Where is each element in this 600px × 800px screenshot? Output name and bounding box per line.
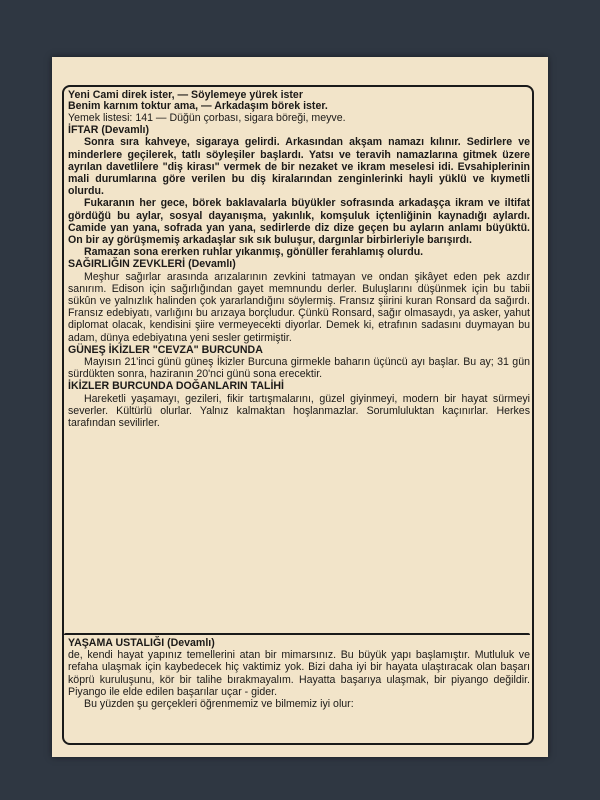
gunes-heading: GÜNEŞ İKİZLER "CEVZA" BURCUNDA <box>68 343 263 356</box>
iftar-heading: İFTAR (Devamlı) <box>68 124 150 137</box>
yasama-paragraph-1: de, kendi hayat yapınız temellerini atan bir mimarsınız. Bu büyük yapı başlamıştır. Mutluluk ve refaha ulaşmak için kaybedecek hiç vaktimiz yok. Bizi daha iyi bir hayata ulaştıracak olan başarı köprü kuruluşunu, kör bir talihe bırakmayalım. Hayatta başarıya ulaşmak, bir piyango değildir. Piyango ile elde edilen başarılar uçar - gider. <box>68 649 530 698</box>
lower-content <box>68 637 530 710</box>
lower-frame-top-border <box>64 633 530 635</box>
menu-list: Yemek listesi: 141 — Düğün çorbası, sigara böreği, meyve. <box>68 112 346 124</box>
sagirlik-paragraph-1: Meşhur sağırlar arasında arızalarının zevkini tatmayan ve ondan şikâyet eden pek azdır sanırım. Edison için sağırlığından gayet memnundu derler. Buluşlarını düşünmek için bu tabii sükûn ve yalnızlık halinden çok yararlandığını söylermiş. Fransız şiirini kuran Ronsard da sağırdı. Fransız edebiyatı, varlığını bu arızaya borçludur. Çünkü Ronsard, sağır olmasaydı, ya asker, yahut diplomat olacak, kendisini şiire vermeyecekti diyorlar. Demek ki, etrafının sadasını duymayan bu adam, dünya edebiyatına yeni sesler getirmiştir. <box>68 270 530 344</box>
calendar-page <box>52 57 548 757</box>
gunes-paragraph-1: Mayısın 21'inci günü güneş İkizler Burcuna girmekle baharın üçüncü ayı başlar. Bu ay; 31 gün sürdükten sonra, haziranın 20'nci günü sona erecektir. <box>68 356 530 381</box>
iftar-paragraph-2: Fukaranın her gece, börek baklavalarla büyükler sofrasında arkadaşça ikram ve iltifat gördüğü bu aylar, sosyal dayanışma, yakınlık, komşuluk içtenliğinin kaynadığı aylardı. Camide yan yana, sofrada yan yana, sedirlerde diz dize geçen bu ayların anlamı büyüktü. On bir ay görüşmemiş arkadaşlar sık sık buluşur, dargınlar birbirleriyle barışırdı. <box>68 197 530 247</box>
poem-line-2: Benim karnım toktur ama, — Arkadaşım börek ister. <box>68 99 328 112</box>
upper-content <box>68 89 530 429</box>
iftar-paragraph-1: Sonra sıra kahveye, sigaraya gelirdi. Arkasından akşam namazı kılınır. Sedirlere ve minderlere geçilerek, tatlı söyleşiler başlardı. Yatsı ve teravih namazlarına gitmek üzere ayrılan davetlilere "diş kirası" vermek de bir nezaket ve ikram meselesi idi. Evsahiplerinin mali durumlarına göre verilen bu diş kiralarından zenginlerinki hayli yüklü ve kıymetli olurdu. <box>68 136 530 198</box>
iftar-paragraph-3: Ramazan sona ererken ruhlar yıkanmış, gönüller ferahlamış olurdu. <box>84 246 424 259</box>
ikizler-heading: İKİZLER BURCUNDA DOĞANLARIN TALİHİ <box>68 380 284 393</box>
yasama-paragraph-2: Bu yüzden şu gerçekleri öğrenmemiz ve bilmemiz iyi olur: <box>84 698 354 711</box>
poem-line-1: Yeni Cami direk ister, — Söylemeye yürek ister <box>68 89 303 101</box>
ikizler-paragraph-1: Hareketli yaşamayı, gezileri, fikir tartışmalarını, güzel giyinmeyi, modern bir hayat sürmeyi severler. Kültürlü olurlar. Yalnız kalmaktan hoşlanmazlar. Sorumluluktan kaçınırlar. Herkes tarafından sevilirler. <box>68 392 530 430</box>
sagirlik-heading: SAĞIRLIĞIN ZEVKLERİ (Devamlı) <box>68 258 236 271</box>
yasama-heading: YAŞAMA USTALIĞI (Devamlı) <box>68 637 215 649</box>
